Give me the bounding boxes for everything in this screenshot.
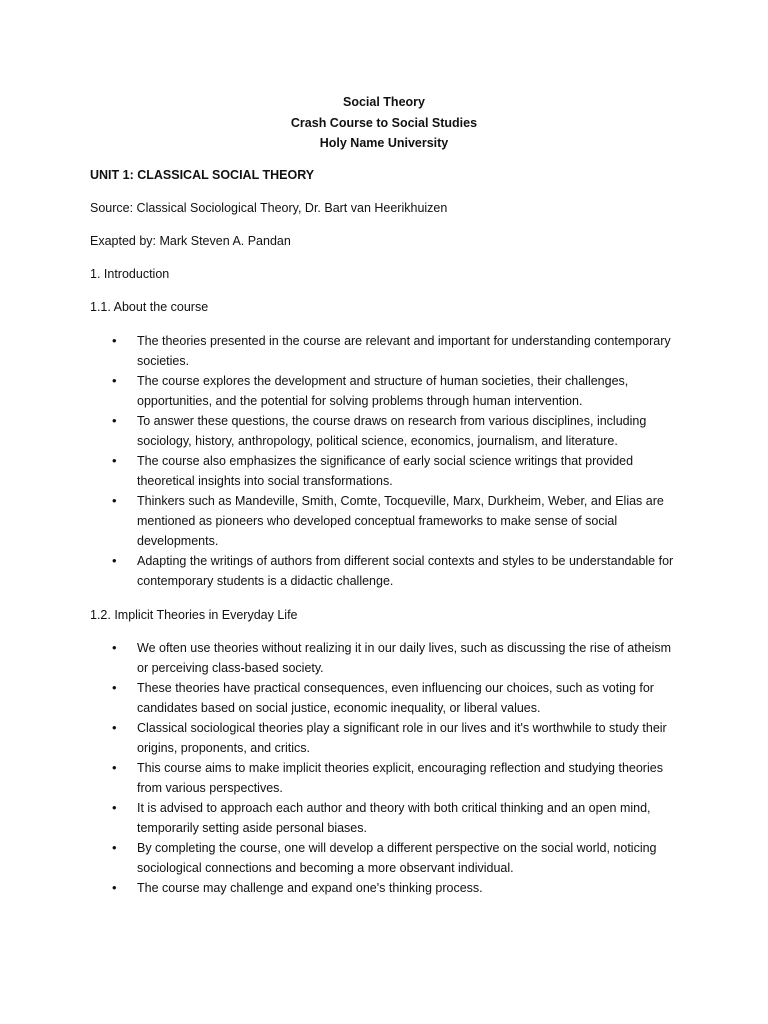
list-item: • The course also emphasizes the significance of early social science writings that provided theoretical insights into social transformations. [112, 451, 677, 491]
subsection-about-course: 1.1. About the course [90, 300, 209, 314]
implicit-theories-list [112, 638, 677, 898]
list-item: • By completing the course, one will develop a different perspective on the social world, noticing sociological connections and becoming a more observant individual. [112, 838, 677, 878]
document-title: Social Theory [343, 95, 425, 109]
source-line: Source: Classical Sociological Theory, Dr. Bart van Heerikhuizen [90, 201, 448, 215]
list-item: • The course may challenge and expand one's thinking process. [112, 878, 677, 898]
unit-heading: UNIT 1: CLASSICAL SOCIAL THEORY [90, 168, 315, 182]
list-item: • Classical sociological theories play a significant role in our lives and it's worthwhile to study their origins, proponents, and critics. [112, 718, 677, 758]
list-item: • It is advised to approach each author and theory with both critical thinking and an open mind, temporarily setting aside personal biases. [112, 798, 677, 838]
list-item: • Adapting the writings of authors from different social contexts and styles to be understandable for contemporary students is a didactic challenge. [112, 551, 677, 591]
list-item: • To answer these questions, the course draws on research from various disciplines, including sociology, history, anthropology, political science, economics, journalism, and literature. [112, 411, 677, 451]
subsection-implicit-theories: 1.2. Implicit Theories in Everyday Life [90, 608, 298, 622]
title-block [0, 92, 768, 154]
section-introduction: 1. Introduction [90, 267, 170, 281]
about-course-list [112, 331, 677, 591]
list-item: • This course aims to make implicit theories explicit, encouraging reflection and studying theories from various perspectives. [112, 758, 677, 798]
list-item: • The theories presented in the course are relevant and important for understanding contemporary societies. [112, 331, 677, 371]
list-item: • Thinkers such as Mandeville, Smith, Comte, Tocqueville, Marx, Durkheim, Weber, and Elias are mentioned as pioneers who developed conceptual frameworks to make sense of social developments. [112, 491, 677, 551]
document-subtitle: Crash Course to Social Studies [290, 115, 478, 130]
list-item: • These theories have practical consequences, even influencing our choices, such as voting for candidates based on social justice, economic inequality, or liberal values. [112, 678, 677, 718]
exapted-by-line: Exapted by: Mark Steven A. Pandan [90, 234, 291, 248]
institution-name: Holy Name University [319, 136, 449, 150]
list-item: • The course explores the development and structure of human societies, their challenges, opportunities, and the potential for solving problems through human intervention. [112, 371, 677, 411]
list-item: • We often use theories without realizing it in our daily lives, such as discussing the rise of atheism or perceiving class-based society. [112, 638, 677, 678]
